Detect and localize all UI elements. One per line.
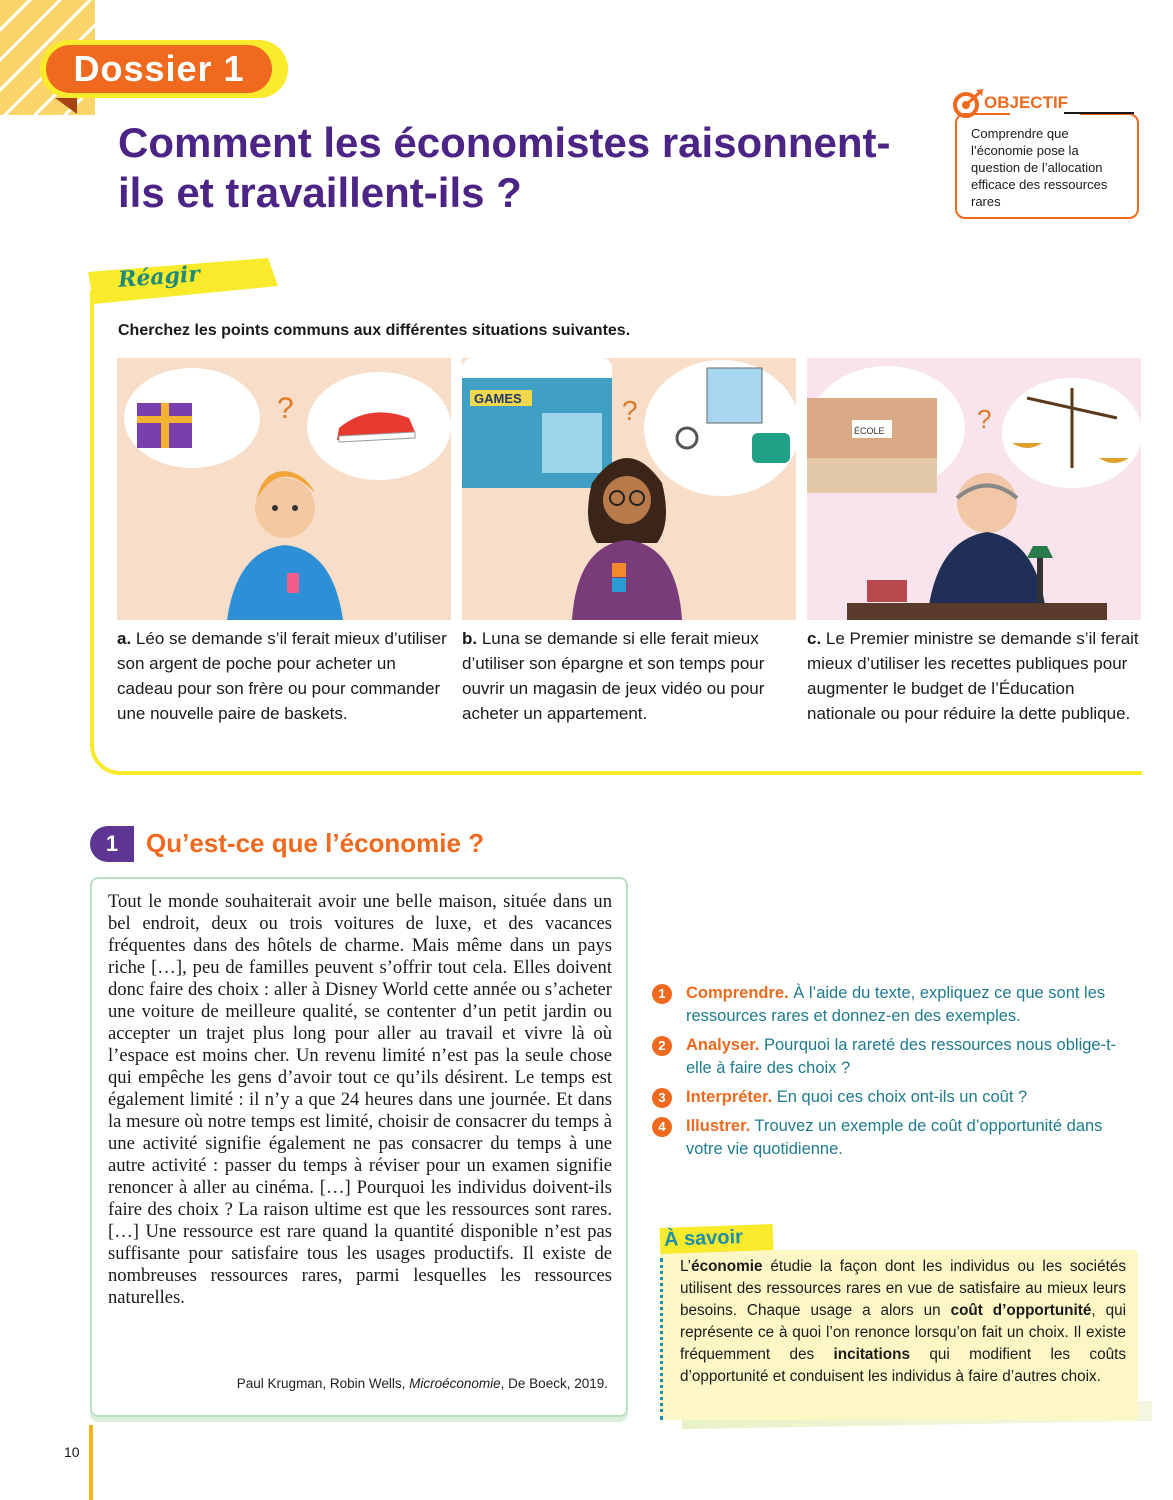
- source-publisher: , De Boeck, 2019.: [500, 1376, 608, 1391]
- caption-a: [117, 626, 447, 726]
- question-2: [652, 1034, 1122, 1080]
- document-source: [237, 1376, 608, 1391]
- savoir-part: étudie la façon dont les individus ou les sociétés utilisent des ressources rares en vue de satisfaire au mieux leurs besoins. Chaque usage a alors un: [680, 1258, 1126, 1319]
- dossier-label: Dossier 1: [73, 48, 245, 89]
- target-icon: [952, 88, 984, 118]
- illustration-premier-ministre: [807, 358, 1141, 620]
- reagir-label: Réagir: [117, 261, 201, 293]
- savoir-part: qui modifient les coûts d’opportunité et conduisent les individus à faire d’autres choix.: [680, 1346, 1126, 1385]
- page-number: 10: [64, 1444, 80, 1460]
- caption-b-text: Luna se demande si elle ferait mieux d’utiliser son épargne et son temps pour ouvrir un magasin de jeux vidéo ou pour acheter un appartement.: [462, 629, 765, 723]
- section-title: Qu’est-ce que l’économie ?: [146, 828, 485, 858]
- source-authors: Paul Krugman, Robin Wells,: [236, 1376, 410, 1391]
- savoir-part: L’: [680, 1258, 692, 1275]
- objective-label: OBJECTIF: [984, 93, 1069, 112]
- question-text: En quoi ces choix ont-ils un coût ?: [772, 1088, 1028, 1106]
- document-text: Tout le monde souhaiterait avoir une belle maison, située dans un bel endroit, deux ou trois voitures de luxe, et des vacances fréquentes dans des hôtels de charme. Mais même dans un pays riche […], peu de familles peuvent s’offrir tout cela. Elles doivent donc faire des choix : aller à Disney World cette année ou s’acheter une voiture de meilleure qualité, se contenter d’un petit jardin ou accepter un trajet plus long pour aller au travail et vivre là où l’espace est moins cher. Un revenu limité n’est pas la seule chose qui empêche les gens d’avoir tout ce qu’ils désirent. Le temps est également limité : il n’y a que 24 heures dans une journée. Et dans la mesure où notre temps est limité, choisir de consacrer du temps à une activité signifie également ne pas consacrer du temps à une autre activité : passer du temps à réviser pour un examen signifie renoncer à aller au cinéma. […] Pourquoi les individus doivent-ils faire des choix ? La raison ultime est que les ressources sont rares. […] Une ressource est rare quand la quantité disponible n’est pas suffisante pour satisfaire tous les usages productifs. Il existe de nombreuses ressources rares, parmi lesquelles les ressources naturelles.: [108, 891, 612, 1308]
- svg-text:?: ?: [622, 395, 638, 426]
- svg-text:?: ?: [977, 404, 992, 434]
- objective-rule: [1064, 112, 1134, 114]
- savoir-keyword: incitations: [833, 1346, 910, 1363]
- question-number: 4: [652, 1117, 672, 1137]
- reagir-banner: [88, 258, 278, 306]
- badge-fold: [55, 98, 77, 114]
- question-key: Comprendre.: [686, 984, 789, 1002]
- objective-header: [952, 88, 1142, 118]
- illustration-leo: [117, 358, 451, 620]
- section-number: 1: [90, 826, 134, 862]
- source-title: Microéconomie: [409, 1376, 501, 1391]
- question-key: Interpréter.: [686, 1088, 773, 1106]
- question-3: [652, 1086, 1122, 1109]
- reagir-instruction: Cherchez les points communs aux différentes situations suivantes.: [118, 322, 631, 339]
- caption-c-text: Le Premier ministre se demande s’il ferait mieux d’utiliser les recettes publiques pour augmenter le budget de l’Éducation nationale ou pour réduire la dette publique.: [807, 629, 1139, 723]
- caption-a-text: Léo se demande s’il ferait mieux d’utiliser son argent de poche pour acheter un cadeau pour son frère ou pour commander une nouvelle paire de baskets.: [117, 629, 447, 723]
- question-4: [652, 1115, 1122, 1161]
- question-key: Illustrer.: [686, 1117, 751, 1135]
- savoir-keyword: économie: [691, 1258, 763, 1275]
- objective-box: [955, 113, 1139, 219]
- savoir-text: [680, 1256, 1126, 1388]
- caption-c: [807, 626, 1147, 726]
- question-1: [652, 982, 1122, 1028]
- objective-text: Comprendre que l’économie pose la question de l’allocation efficace des ressources rares: [971, 126, 1108, 209]
- savoir-label: À savoir: [663, 1226, 744, 1251]
- caption-b-letter: b.: [462, 629, 478, 648]
- savoir-keyword: coût d’opportunité: [950, 1302, 1092, 1319]
- illustration-luna: [462, 358, 796, 620]
- games-sign: GAMES: [474, 391, 522, 406]
- question-number: 2: [652, 1036, 672, 1056]
- question-key: Analyser.: [686, 1036, 760, 1054]
- ecole-sign: ÉCOLE: [854, 426, 885, 436]
- question-text: À l’aide du texte, expliquez ce que sont les ressources rares et donnez-en des exemples.: [686, 984, 1106, 1025]
- caption-c-letter: c.: [807, 629, 822, 648]
- savoir-tab: [660, 1224, 774, 1254]
- caption-b: [462, 626, 792, 726]
- page-title: Comment les économistes raisonnent-ils et travaillent-ils ?: [118, 119, 891, 216]
- question-number: 1: [652, 984, 672, 1004]
- document-text-box: [90, 877, 628, 1417]
- svg-text:?: ?: [277, 392, 294, 425]
- savoir-part: , qui représente ce à quoi l’on renonce lorsqu’on fait un choix. Il existe fréquemment des: [680, 1302, 1126, 1363]
- question-text: Pourquoi la rareté des ressources nous oblige-t-elle à faire des choix ?: [686, 1036, 1117, 1077]
- question-number: 3: [652, 1088, 672, 1108]
- page-number-bar: [89, 1425, 93, 1500]
- dossier-badge: [40, 40, 288, 98]
- caption-a-letter: a.: [117, 629, 132, 648]
- question-text: Trouvez un exemple de coût d’opportunité dans votre vie quotidienne.: [686, 1117, 1103, 1158]
- savoir-dotted-rule: [660, 1258, 663, 1420]
